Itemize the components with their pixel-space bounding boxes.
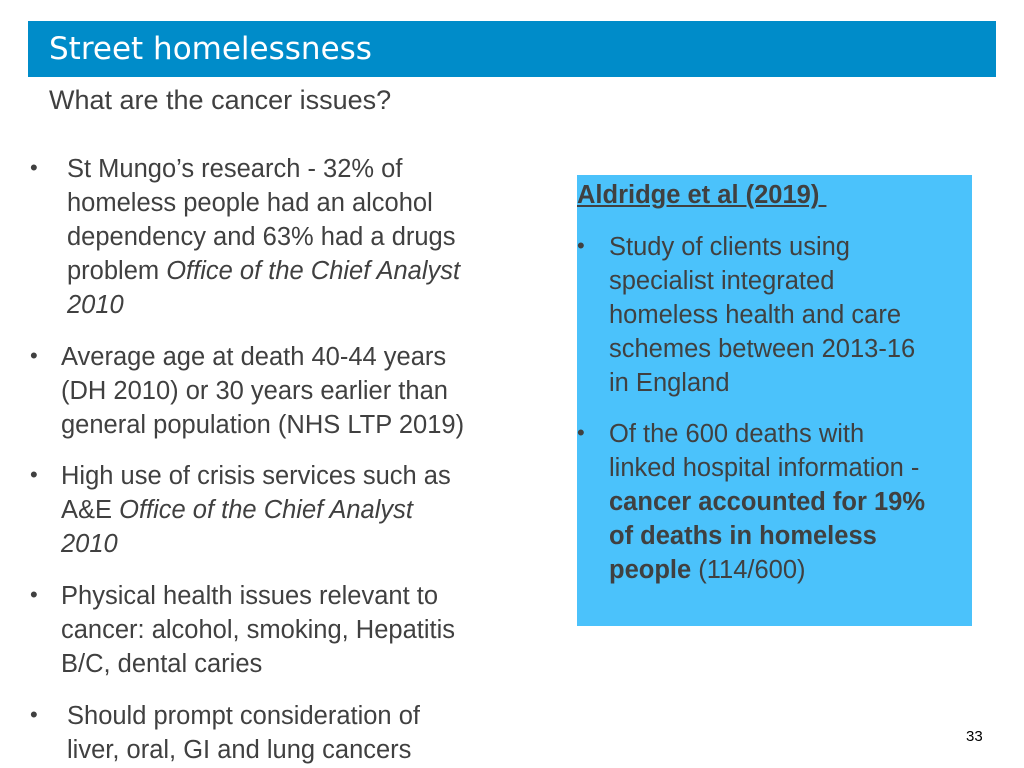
bullet-line (609, 553, 925, 587)
bullet-line (609, 519, 925, 553)
bullet-line (67, 288, 460, 322)
bullet-line: linked hospital information - (609, 454, 920, 482)
bullet-line: general population (NHS LTP 2019) (61, 411, 465, 439)
bullet-dot: • (30, 702, 38, 727)
box-bullet-study (577, 230, 915, 400)
bullet-line: St Mungo’s research - 32% of (67, 155, 403, 183)
bullet-line (67, 254, 460, 288)
bullet-line: (DH 2010) or 30 years earlier than (61, 377, 448, 405)
citation-text: 2010 (61, 530, 118, 558)
highlight-text: cancer accounted for 19% (609, 488, 926, 516)
bullet-line: Physical health issues relevant to (61, 582, 439, 610)
bullet-mungo (30, 152, 460, 322)
bullet-age-at-death (30, 340, 464, 442)
bullet-line: homeless people had an alcohol (67, 189, 433, 217)
bullet-line: in England (609, 369, 730, 397)
bullet-line: High use of crisis services such as (61, 462, 451, 490)
box-heading: Aldridge et al (2019) (577, 181, 827, 209)
bullet-line: dependency and 63% had a drugs (67, 223, 456, 251)
slide-subtitle: What are the cancer issues? (49, 85, 392, 115)
slide-title: Street homelessness (49, 31, 372, 67)
title-bar (28, 21, 996, 77)
bullet-dot: • (30, 462, 38, 487)
bullet-line: Of the 600 deaths with (609, 420, 865, 448)
bullet-line: liver, oral, GI and lung cancers (67, 736, 412, 764)
bullet-line: Study of clients using (609, 233, 850, 261)
bullet-line: homeless health and care (609, 301, 902, 329)
box-bullet-deaths (577, 417, 925, 587)
citation-text: Office of the Chief Analyst (119, 496, 413, 524)
bullet-line: schemes between 2013-16 (609, 335, 916, 363)
bullet-crisis-services (30, 459, 451, 561)
bullet-dot: • (30, 155, 38, 180)
bullet-dot: • (577, 233, 585, 258)
bullet-line: Average age at death 40-44 years (61, 343, 447, 371)
bullet-line: Should prompt consideration of (67, 702, 420, 730)
bullet-dot: • (577, 420, 585, 445)
bullet-line: B/C, dental caries (61, 650, 263, 678)
bullet-line (61, 527, 451, 561)
bullet-dot: • (30, 582, 38, 607)
aldridge-study-box (577, 175, 972, 626)
bullet-dot: • (30, 343, 38, 368)
bullet-line (61, 493, 451, 527)
highlight-text: of deaths in homeless (609, 522, 877, 550)
bullet-line (609, 485, 925, 519)
bullet-consideration (30, 699, 420, 767)
citation-text: 2010 (67, 291, 124, 319)
bullet-physical-health (30, 579, 455, 681)
bullet-text: problem (67, 257, 167, 285)
highlight-text: people (609, 556, 692, 584)
bullet-text: A&E (61, 496, 120, 524)
ratio-text: (114/600) (691, 556, 806, 584)
bullet-line: cancer: alcohol, smoking, Hepatitis (61, 616, 456, 644)
citation-text: Office of the Chief Analyst (166, 257, 461, 285)
bullet-line: specialist integrated (609, 267, 835, 295)
page-number: 33 (966, 728, 983, 745)
